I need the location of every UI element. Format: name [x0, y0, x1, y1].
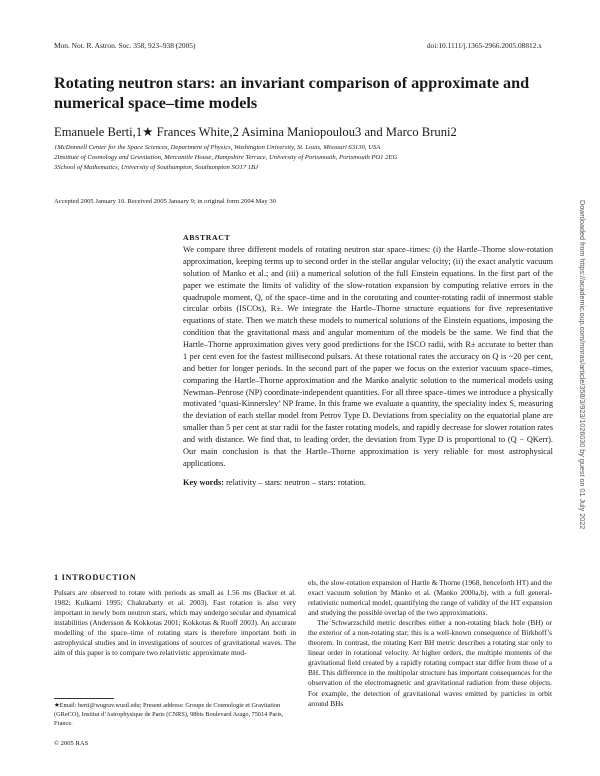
- submission-dates: Accepted 2005 January 10. Received 2005 January 9; in original form 2004 May 30: [54, 198, 276, 205]
- abstract-section: [183, 233, 553, 488]
- footnote-divider: [54, 698, 114, 699]
- copyright: © 2005 RAS: [54, 740, 89, 747]
- section-heading-introduction: 1 INTRODUCTION: [54, 573, 137, 582]
- download-watermark-text: Downloaded from https://academic.oup.com/mnras/article/358/3/923/1026030 by guest on 01 July 2022: [578, 200, 587, 530]
- abstract-text: We compare three different models of rotating neutron star space–times: (i) the Hartle–Thorne slow-rotation approximation, keeping terms up to second order in the stellar angular velocity; (ii) the exact analytic vacuum solution of Manko et al.; and (iii) a numerical solution of the full Einstein equations. In the first part of the paper we estimate the limits of validity of the slow-rotation expansion by computing relative errors in the quadrupole moment, Q, of the space–time and in the corotating and counter-rotating radii of innermost stable circular orbits (ISCOs), R±. We integrate the Hartle–Thorne structure equations for five representative equations of state. Then we match these models to numerical solutions of the Einstein equations, imposing the condition that the gravitational mass and angular momentum of the models be the same. We find that the Hartle–Thorne approximation gives very good predictions for the ISCO radii, with R± accurate to better than 1 per cent even for the fastest millisecond pulsars. At these rotational rates the accuracy on Q is ~20 per cent, and better for longer periods. In the second part of the paper we focus on the exterior vacuum space–times, comparing the Hartle–Thorne approximation and the Manko analytic solution to the numerical models using Newman–Penrose (NP) coordinate-independent quantities. For all three space–times we introduce a physically motivated ‘quasi-Kinnersley’ NP frame. In this frame we evaluate a quantity, the speciality index S, measuring the deviation of each stellar model from Petrov Type D. Deviations from speciality on the equatorial plane are smaller than 5 per cent at star radii for the faster rotating models, and rapidly decrease for slower rotation rates and with distance. We find that, to leading order, the deviation from Type D is proportional to (Q − QKerr). Our main conclusion is that the Hartle–Thorne approximation is very reliable for most astrophysical applications.: [183, 245, 553, 468]
- affiliations: [54, 143, 554, 172]
- download-watermark: [577, 200, 591, 580]
- intro-paragraph-1: Pulsars are observed to rotate with periods as small as 1.56 ms (Backer et al. 1982; Kulkarni 1995; Chakrabarty et al. 2003). Fast rotation is also very important in newly born neutron stars, which may undergo secular and dynamical instabilities (Andersson & Kokkotas 2001; Kokkotas & Ruoff 2003). An accurate modelling of the space–time of rotating stars is therefore important both in astrophysical studies and in investigations of sources of gravitational waves. The aim of this paper is to compare two relativistic approximate mod-: [54, 588, 296, 658]
- abstract-heading: ABSTRACT: [183, 233, 231, 242]
- right-column: [308, 578, 552, 709]
- paper-title: Rotating neutron stars: an invariant comparison of approximate and numerical space–time models: [54, 74, 530, 112]
- doi: doi:10.1111/j.1365-2966.2005.08812.x: [426, 41, 542, 50]
- affiliation-2: 2Institute of Cosmology and Gravitation, Mercantile House, Hampshire Terrace, University of Portsmouth, Portsmouth PO1 2EG: [54, 153, 398, 161]
- keywords: [183, 477, 553, 488]
- left-column: [54, 573, 296, 658]
- intro-paragraph-2: The Schwarzschild metric describes either a non-rotating black hole (BH) or the exterior of a non-rotating star; this is a well-known consequence of Birkhoff’s theorem. In contrast, the rotating Kerr BH metric describes a rotating star only to linear order in rotational velocity. At higher orders, the multiple moments of the gravitational field created by a rapidly rotating compact star differ from those of a BH. This difference in the multipolar structure has important consequences for the observation of the electromagnetic and gravitational radiation from these objects. For example, the detection of gravitational waves emitted by particles in orbit around BHs: [308, 618, 552, 708]
- affiliation-3: 3School of Mathematics, University of Southampton, Southampton SO17 1BJ: [54, 163, 259, 171]
- keywords-label: Key words:: [183, 477, 225, 487]
- intro-paragraph-1-continued: els, the slow-rotation expansion of Hartle & Thorne (1968, henceforth HT) and the exact vacuum solution by Manko et al. (Manko 2000a,b), with a full general-relativistic numerical model, quantifying the range of validity of the HT expansion and studying the possible overlap of the two approximations.: [308, 578, 552, 618]
- footnote: ★Email: berti@wugrav.wustl.edu; Present address: Groupe de Cosmologie et Gravitation (GReCO), Institut d’Astrophysique de Paris (CNRS), 98bis Boulevard Arago, 75014 Paris, France.: [54, 702, 284, 727]
- journal-reference: Mon. Not. R. Astron. Soc. 358, 923–938 (2005): [54, 41, 196, 50]
- keywords-list: relativity – stars: neutron – stars: rotation.: [226, 477, 366, 487]
- author-list: Emanuele Berti,1★ Frances White,2 Asimina Maniopoulou3 and Marco Bruni2: [54, 125, 457, 139]
- affiliation-1: 1McDonnell Center for the Space Sciences, Department of Physics, Washington University, St. Louis, Missouri 63130, USA: [54, 144, 381, 151]
